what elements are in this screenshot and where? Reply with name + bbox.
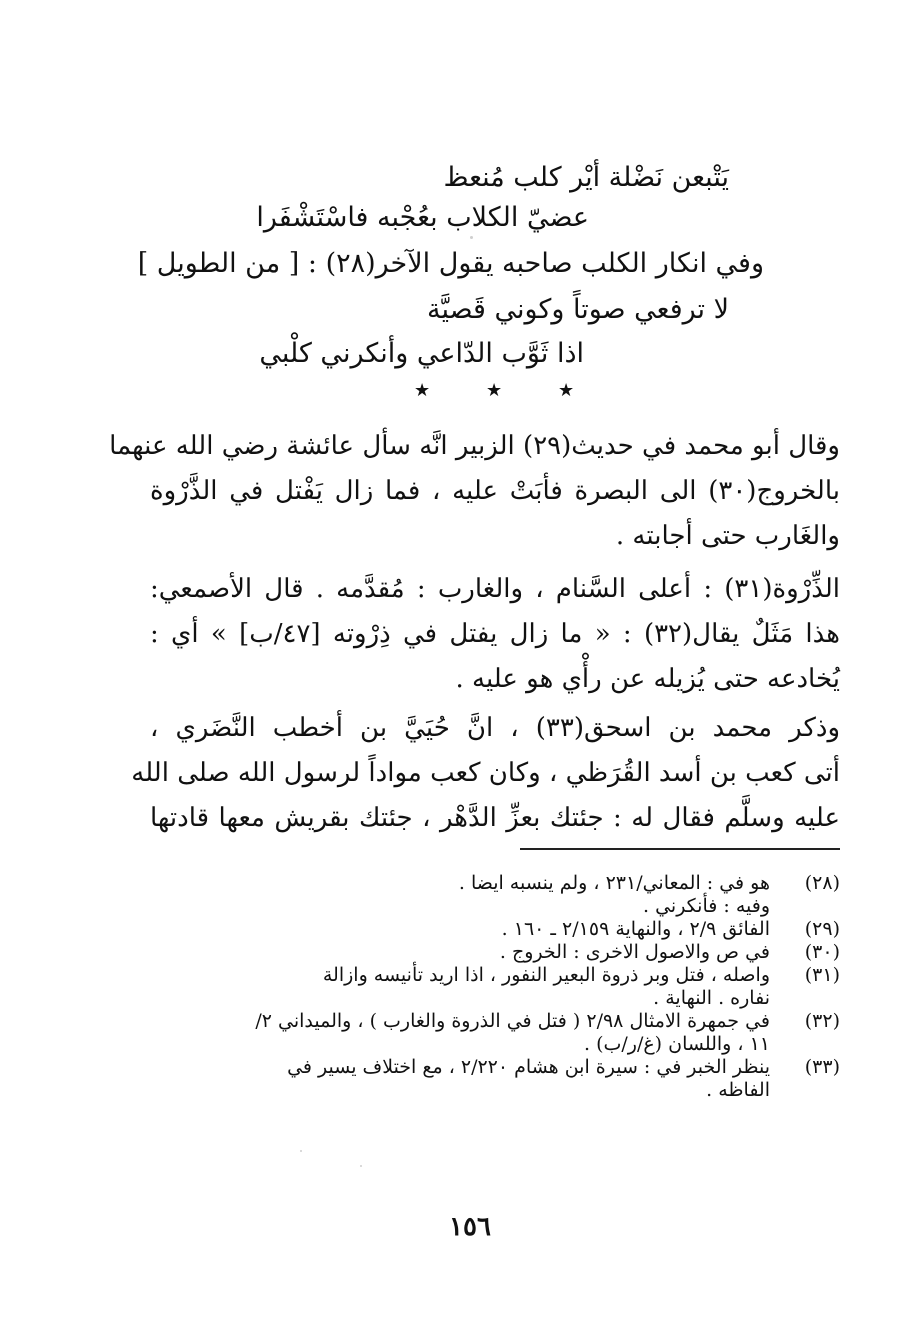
footnote-divider [520,848,840,850]
footnote-text: نفاره . النهاية . [653,987,770,1009]
scan-speck [470,236,473,239]
paragraph-line: أتى كعب بن أسد القُرَظي ، وكان كعب مواداً لرسول الله صلى الله [131,758,840,788]
paragraph-line: يُخادعه حتى يُزيله عن رأْي هو عليه . [455,664,840,694]
footnote-text: الفائق ٢/٩ ، والنهاية ٢/١٥٩ ـ ١٦٠ . [501,918,770,940]
footnote-31 [160,964,840,1010]
footnote-number: (٣٢) [804,1010,840,1032]
paragraph-1 [109,424,840,559]
paragraph-line: هذا مَثَلٌ يقال(٣٢) : « ما زال يفتل في ذِرْوته [٤٧/ب] » أي : [150,619,840,649]
paragraph-line: عليه وسلَّم فقال له : جئتك بعزِّ الدَّهْر ، جئتك بقريش معها قادتها [150,803,840,833]
footnote-28 [160,872,840,918]
footnote-text: الفاظه . [706,1079,770,1101]
scan-speck [360,1165,362,1167]
footnote-29 [160,918,840,941]
star-icon: ★ [414,380,431,401]
footnote-text: هو في : المعاني/٢٣١ ، ولم ينسبه ايضا . [458,872,770,894]
section-separator [400,380,600,410]
footnote-32 [160,1010,840,1056]
footnote-number: (٢٩) [804,918,840,940]
paragraph-line: والغَارب حتى أجابته . [615,521,840,551]
footnote-text: في جمهرة الامثال ٢/٩٨ ( فتل في الذروة والغارب ) ، والميداني ٢/ [255,1010,770,1032]
paragraph-line: وذكر محمد بن اسحق(٣٣) ، انَّ حُيَيَّ بن أخطب النَّضَري ، [150,713,840,743]
paragraph-line: وقال أبو محمد في حديث(٢٩) الزبير انَّه سأل عائشة رضي الله عنهما [109,431,840,461]
star-icon: ★ [558,380,575,401]
scan-speck [300,1150,302,1152]
poem-line-4: لا ترفعي صوتاً وكوني قَصيَّة [427,294,729,325]
footnote-33 [160,1056,840,1102]
footnote-number: (٣٣) [804,1056,840,1078]
footnote-number: (٣٠) [804,941,840,963]
paragraph-line: بالخروج(٣٠) الى البصرة فأبَتْ عليه ، فما زال يَفْتل في الذَّرْوة [150,476,840,506]
page-number: ١٥٦ [449,1212,491,1242]
footnote-number: (٢٨) [804,872,840,894]
footnote-text: ينظر الخبر في : سيرة ابن هشام ٢/٢٢٠ ، مع اختلاف يسير في [287,1056,770,1078]
paragraph-3 [131,706,840,841]
footnotes [160,872,840,1102]
poem-line-1: يَتْبعن نَضْلة أيْر كلب مُنعظ [443,162,729,193]
footnote-number: (٣١) [804,964,840,986]
footnote-text: في ص والاصول الاخرى : الخروج . [499,941,770,963]
footnote-text: واصله ، فتل وبر ذروة البعير النفور ، اذا اريد تأنيسه وازالة [322,964,770,986]
footnote-30 [160,941,840,964]
paragraph-line: الذِّرْوة(٣١) : أعلى السَّنام ، والغارب : مُقدَّمه . قال الأصمعي: [150,574,840,604]
poem-line-3: وفي انكار الكلب صاحبه يقول الآخر(٢٨) : [ من الطويل ] [137,248,764,279]
paragraph-2 [150,567,840,702]
poem-line-5: اذا ثَوَّب الدّاعي وأنكرني كلْبي [259,338,584,369]
star-icon: ★ [486,380,503,401]
poem-line-2: عضيّ الكلاب بعُجْبه فاسْتَشْفَرا [256,202,589,233]
footnote-text: وفيه : فأنكرني . [643,895,770,917]
footnote-text: ١١ ، واللسان (غ/ر/ب) . [583,1033,770,1055]
